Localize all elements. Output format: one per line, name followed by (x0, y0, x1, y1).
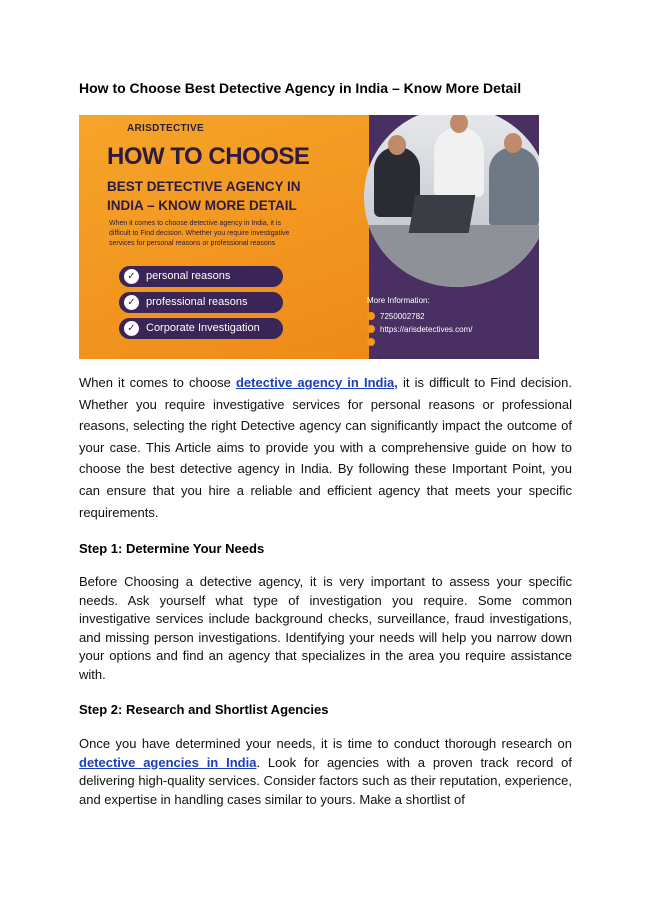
banner-description: When it comes to choose detective agency in India, it is difficult to Find decision. Whether you require investigative services for personal reasons or professional reasons (109, 220, 290, 247)
step2-paragraph: Once you have determined your needs, it is time to conduct thorough research on detective agencies in India. Look for agencies with a proven track record of delivering high-quality services. Consider factors such as their reputation, experience, and expertise in handling cases similar to yours. Make a shortlist of (79, 736, 572, 807)
banner-website: https://arisdetectives.com/ (367, 325, 472, 334)
location-pin-icon (367, 338, 375, 346)
globe-icon (367, 325, 375, 333)
laptop-icon (409, 195, 476, 233)
page-title: How to Choose Best Detective Agency in India – Know More Detail (79, 80, 522, 96)
step2-heading: Step 2: Research and Shortlist Agencies (79, 702, 329, 717)
step1-paragraph: Before Choosing a detective agency, it is very important to assess your specific needs. Ask yourself what type of investigation you require. Some common investigative services include background checks, surveillance, fraud investigations, and missing person investigations. Identifying your needs will help you narrow down your options and find an agency that specializes in the area you require assistance with. (79, 574, 572, 682)
intro-paragraph: When it comes to choose detective agency in India, it is difficult to Find decision. Whether you require investigative services for personal reasons or professional reasons, selecting the right Detective agency can significantly impact the outcome of your case. This Article aims to provide you with a comprehensive guide on how to choose the best detective agency in India. By following these Important Point, you can ensure that you hire a reliable and efficient agency that meets your specific requirements. (79, 375, 572, 520)
banner-location (367, 338, 380, 347)
step1-heading: Step 1: Determine Your Needs (79, 541, 265, 556)
banner-pill-professional: ✓ professional reasons (119, 292, 283, 313)
detective-agency-link[interactable]: detective agency in India, (235, 375, 398, 390)
banner-subheadline: BEST DETECTIVE AGENCY IN INDIA – KNOW MORE DETAIL (107, 179, 301, 213)
phone-icon (367, 312, 375, 320)
banner-brand: ARISDTECTIVE (127, 123, 204, 134)
banner-phone: 7250002782 (367, 312, 425, 321)
banner-pill-corporate: ✓ Corporate Investigation (119, 318, 283, 339)
banner-info-heading: More Information: (367, 296, 430, 305)
check-icon: ✓ (124, 321, 139, 336)
banner-pill-personal: ✓ personal reasons (119, 266, 283, 287)
check-icon: ✓ (124, 295, 139, 310)
banner-headline: HOW TO CHOOSE (107, 143, 310, 170)
check-icon: ✓ (124, 269, 139, 284)
office-team-photo (364, 115, 539, 287)
detective-agencies-link[interactable]: detective agencies in India (79, 754, 257, 770)
banner-image (79, 115, 539, 359)
